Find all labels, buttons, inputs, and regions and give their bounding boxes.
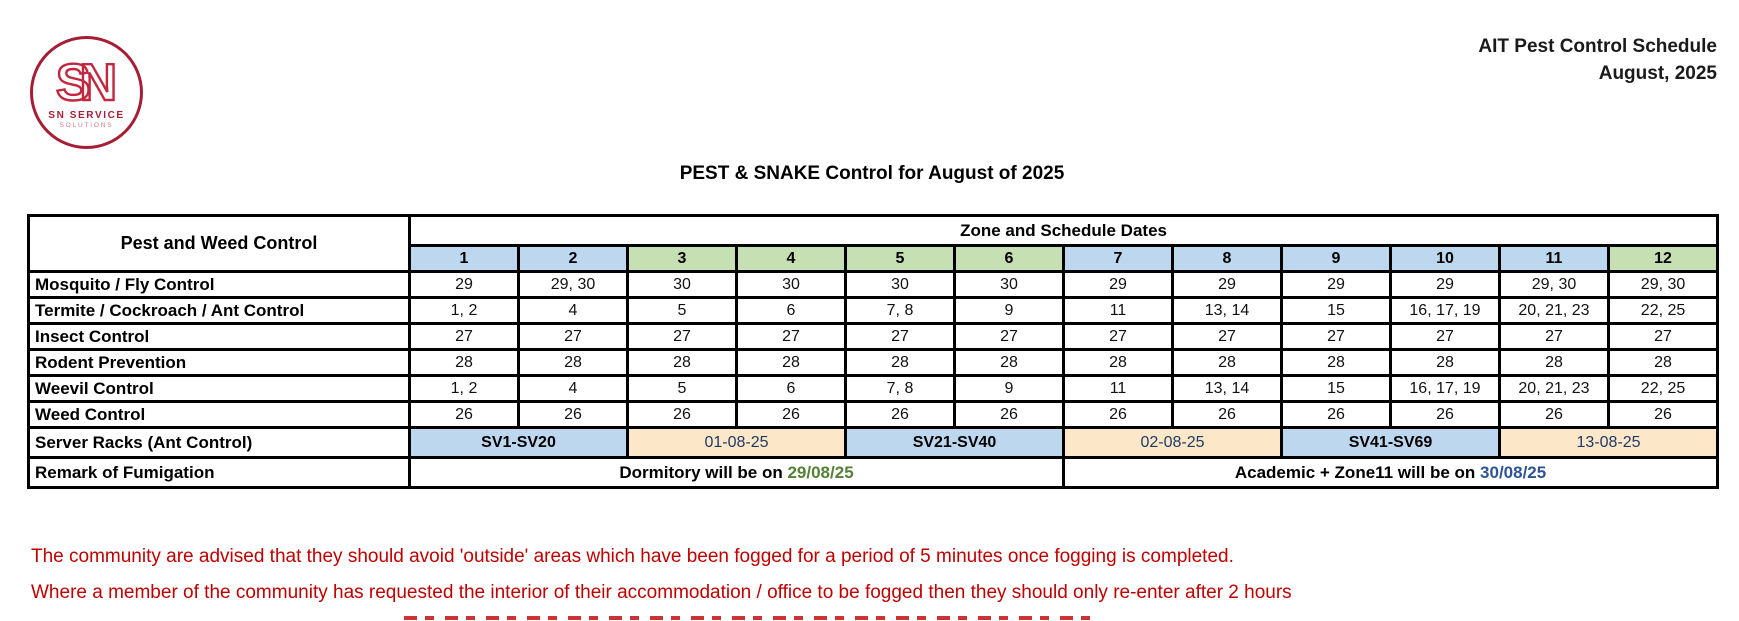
zone-header-9: 9: [1282, 246, 1391, 272]
zone-header-12: 12: [1609, 246, 1718, 272]
logo-company-name: SN SERVICE: [48, 109, 125, 121]
schedule-cell: 28: [410, 350, 519, 376]
server-racks-row: [29, 428, 1718, 458]
schedule-cell: 27: [1500, 324, 1609, 350]
schedule-cell: 11: [1064, 376, 1173, 402]
fogging-advisory-note-2: Where a member of the community has requested the interior of their accommodation / office to be fogged then they should only re-enter after 2 hours: [31, 582, 1292, 603]
schedule-cell: 27: [1609, 324, 1718, 350]
schedule-cell: 20, 21, 23: [1500, 376, 1609, 402]
corner-header: Pest and Weed Control: [29, 216, 410, 272]
row-label: Server Racks (Ant Control): [29, 428, 410, 458]
schedule-cell: 9: [955, 298, 1064, 324]
table-row: [29, 402, 1718, 428]
table-title: PEST & SNAKE Control for August of 2025: [679, 163, 1065, 184]
schedule-cell: 26: [1064, 402, 1173, 428]
schedule-cell: 7, 8: [846, 298, 955, 324]
row-label: Rodent Prevention: [29, 350, 410, 376]
schedule-cell: 26: [410, 402, 519, 428]
schedule-cell: 29: [1391, 272, 1500, 298]
schedule-cell: 26: [628, 402, 737, 428]
schedule-cell: 26: [737, 402, 846, 428]
remark-academic-date: 30/08/25: [1480, 462, 1547, 482]
schedule-cell: 4: [519, 298, 628, 324]
schedule-cell: 28: [1391, 350, 1500, 376]
remark-dormitory-text: Dormitory will be on: [619, 462, 788, 482]
schedule-cell: 26: [955, 402, 1064, 428]
schedule-cell: 29: [1282, 272, 1391, 298]
schedule-cell: 26: [846, 402, 955, 428]
schedule-cell: 15: [1282, 298, 1391, 324]
schedule-cell: 29, 30: [1609, 272, 1718, 298]
schedule-cell: 20, 21, 23: [1500, 298, 1609, 324]
schedule-cell: 29, 30: [519, 272, 628, 298]
schedule-cell: 26: [1391, 402, 1500, 428]
table-row: [29, 324, 1718, 350]
zone-header-5: 5: [846, 246, 955, 272]
schedule-cell: 6: [737, 298, 846, 324]
schedule-cell: 4: [519, 376, 628, 402]
zone-header-1: 1: [410, 246, 519, 272]
remark-academic: [1064, 458, 1718, 488]
schedule-cell: 28: [1173, 350, 1282, 376]
schedule-cell: 28: [1064, 350, 1173, 376]
pest-control-schedule-table: [27, 214, 1719, 489]
row-label: Weevil Control: [29, 376, 410, 402]
schedule-cell: 26: [1173, 402, 1282, 428]
table-row: [29, 298, 1718, 324]
zone-header-6: 6: [955, 246, 1064, 272]
zone-header-8: 8: [1173, 246, 1282, 272]
row-label: Termite / Cockroach / Ant Control: [29, 298, 410, 324]
row-label: Mosquito / Fly Control: [29, 272, 410, 298]
server-rack-range: SV1-SV20: [410, 428, 628, 458]
schedule-cell: 30: [846, 272, 955, 298]
schedule-cell: 26: [1609, 402, 1718, 428]
logo-monogram: SN: [55, 53, 107, 112]
fogging-advisory-note-1: The community are advised that they should avoid 'outside' areas which have been fogged for a period of 5 minutes once fogging is completed.: [31, 546, 1234, 567]
schedule-cell: 11: [1064, 298, 1173, 324]
document-heading: [1478, 33, 1717, 87]
server-rack-range: SV41-SV69: [1282, 428, 1500, 458]
row-label: Insect Control: [29, 324, 410, 350]
schedule-cell: 27: [519, 324, 628, 350]
schedule-cell: 9: [955, 376, 1064, 402]
schedule-cell: 28: [955, 350, 1064, 376]
schedule-cell: 26: [1282, 402, 1391, 428]
schedule-cell: 29: [1064, 272, 1173, 298]
schedule-cell: 27: [846, 324, 955, 350]
schedule-cell: 27: [737, 324, 846, 350]
schedule-cell: 28: [628, 350, 737, 376]
schedule-cell: 30: [955, 272, 1064, 298]
schedule-cell: 7, 8: [846, 376, 955, 402]
schedule-cell: 28: [519, 350, 628, 376]
schedule-cell: 27: [1391, 324, 1500, 350]
server-rack-range: SV21-SV40: [846, 428, 1064, 458]
schedule-cell: 1, 2: [410, 376, 519, 402]
schedule-cell: 28: [1609, 350, 1718, 376]
schedule-cell: 26: [519, 402, 628, 428]
schedule-cell: 16, 17, 19: [1391, 298, 1500, 324]
schedule-cell: 27: [1173, 324, 1282, 350]
schedule-cell: 22, 25: [1609, 298, 1718, 324]
logo-company-subname: SOLUTIONS: [59, 121, 114, 129]
schedule-cell: 13, 14: [1173, 298, 1282, 324]
sn-service-logo: [30, 36, 143, 149]
zone-header-4: 4: [737, 246, 846, 272]
schedule-cell: 5: [628, 298, 737, 324]
row-label: Remark of Fumigation: [29, 458, 410, 488]
schedule-cell: 28: [846, 350, 955, 376]
table-row: [29, 376, 1718, 402]
heading-line2: August, 2025: [1598, 63, 1717, 84]
schedule-cell: 1, 2: [410, 298, 519, 324]
schedule-cell: 5: [628, 376, 737, 402]
server-rack-date: 13-08-25: [1500, 428, 1718, 458]
table-row: [29, 272, 1718, 298]
schedule-cell: 27: [628, 324, 737, 350]
schedule-cell: 27: [1064, 324, 1173, 350]
schedule-cell: 22, 25: [1609, 376, 1718, 402]
schedule-cell: 16, 17, 19: [1391, 376, 1500, 402]
table-row: [29, 350, 1718, 376]
heading-line1: AIT Pest Control Schedule: [1478, 36, 1717, 57]
schedule-cell: 27: [1282, 324, 1391, 350]
schedule-cell: 29, 30: [1500, 272, 1609, 298]
schedule-cell: 6: [737, 376, 846, 402]
schedule-cell: 13, 14: [1173, 376, 1282, 402]
schedule-cell: 28: [1282, 350, 1391, 376]
schedule-cell: 28: [1500, 350, 1609, 376]
schedule-cell: 29: [1173, 272, 1282, 298]
zone-header-10: 10: [1391, 246, 1500, 272]
server-rack-date: 02-08-25: [1064, 428, 1282, 458]
clipped-red-text-line: [404, 616, 1098, 620]
zone-header-row: [29, 216, 1718, 246]
schedule-cell: 27: [955, 324, 1064, 350]
zone-header-7: 7: [1064, 246, 1173, 272]
remark-dormitory: [410, 458, 1064, 488]
schedule-cell: 28: [737, 350, 846, 376]
schedule-cell: 30: [628, 272, 737, 298]
schedule-cell: 26: [1500, 402, 1609, 428]
schedule-cell: 30: [737, 272, 846, 298]
row-label: Weed Control: [29, 402, 410, 428]
server-rack-date: 01-08-25: [628, 428, 846, 458]
zone-header-2: 2: [519, 246, 628, 272]
remark-dormitory-date: 29/08/25: [787, 462, 854, 482]
zone-header-3: 3: [628, 246, 737, 272]
zone-schedule-header: Zone and Schedule Dates: [410, 216, 1718, 246]
remark-academic-text: Academic + Zone11 will be on: [1234, 462, 1481, 482]
schedule-cell: 15: [1282, 376, 1391, 402]
remark-row: [29, 458, 1718, 488]
schedule-cell: 27: [410, 324, 519, 350]
schedule-cell: 29: [410, 272, 519, 298]
zone-header-11: 11: [1500, 246, 1609, 272]
